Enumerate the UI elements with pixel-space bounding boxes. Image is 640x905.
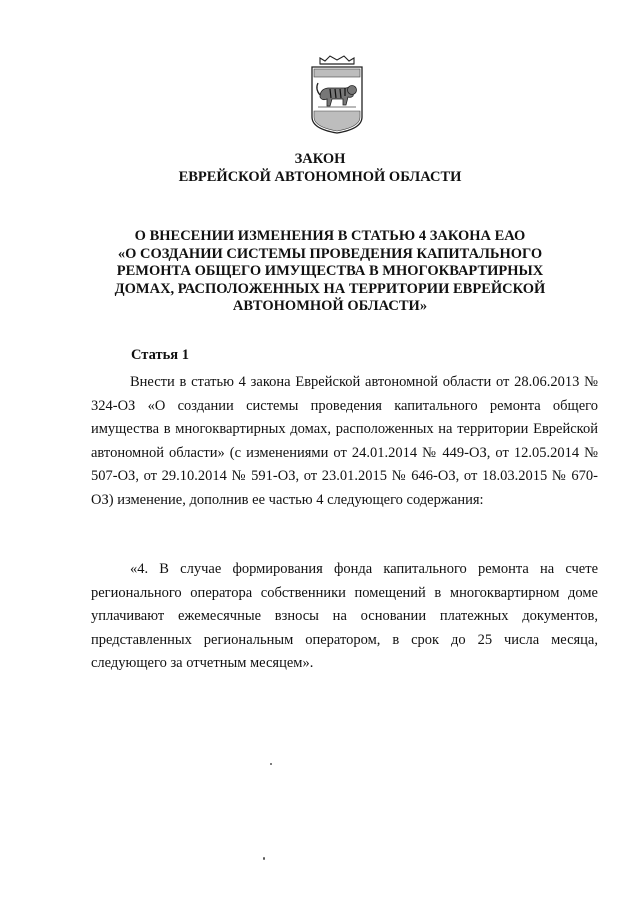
law-title	[0, 150, 640, 186]
law-subject	[60, 228, 600, 316]
article-paragraph-2: «4. В случае формирования фонда капитального ремонта на счете регионального оператора собственники помещений в многоквартирном доме уплачивают ежемесячные взносы на основании платежных документов, представленных региональным оператором, в срок до 25 числа месяца, следующего за отчетным месяцем».	[91, 561, 598, 672]
law-title-region: ЕВРЕЙСКОЙ АВТОНОМНОЙ ОБЛАСТИ	[178, 169, 462, 185]
scan-speck	[263, 857, 265, 860]
subject-line: О ВНЕСЕНИИ ИЗМЕНЕНИЯ В СТАТЬЮ 4 ЗАКОНА ЕАО	[134, 228, 526, 244]
subject-line: АВТОНОМНОЙ ОБЛАСТИ»	[232, 298, 428, 315]
scan-speck	[270, 763, 272, 765]
subject-line: РЕМОНТА ОБЩЕГО ИМУЩЕСТВА В МНОГОКВАРТИРНЫХ	[116, 263, 544, 280]
subject-line: ДОМАХ, РАСПОЛОЖЕННЫХ НА ТЕРРИТОРИИ ЕВРЕЙСКОЙ	[114, 280, 546, 297]
article-paragraph-1: Внести в статью 4 закона Еврейской автономной области от 28.06.2013 № 324-ОЗ «О создании системы проведения капитального ремонта общего имущества в многоквартирных домах, расположенных на территории Еврейской автономной области» (с изменениями от 24.01.2014 № 449-ОЗ, от 12.05.2014 № 507-ОЗ, от 29.10.2014 № 591-ОЗ, от 23.01.2015 № 646-ОЗ, от 18.03.2015 № 670-ОЗ) изменение, дополнив ее частью 4 следующего содержания:	[91, 374, 598, 508]
coat-of-arms-tiger-icon	[306, 55, 368, 135]
subject-line: «О СОЗДАНИИ СИСТЕМЫ ПРОВЕДЕНИЯ КАПИТАЛЬНОГО	[117, 245, 543, 262]
law-title-word: ЗАКОН	[294, 151, 346, 167]
article-heading: Статья 1	[131, 347, 189, 363]
